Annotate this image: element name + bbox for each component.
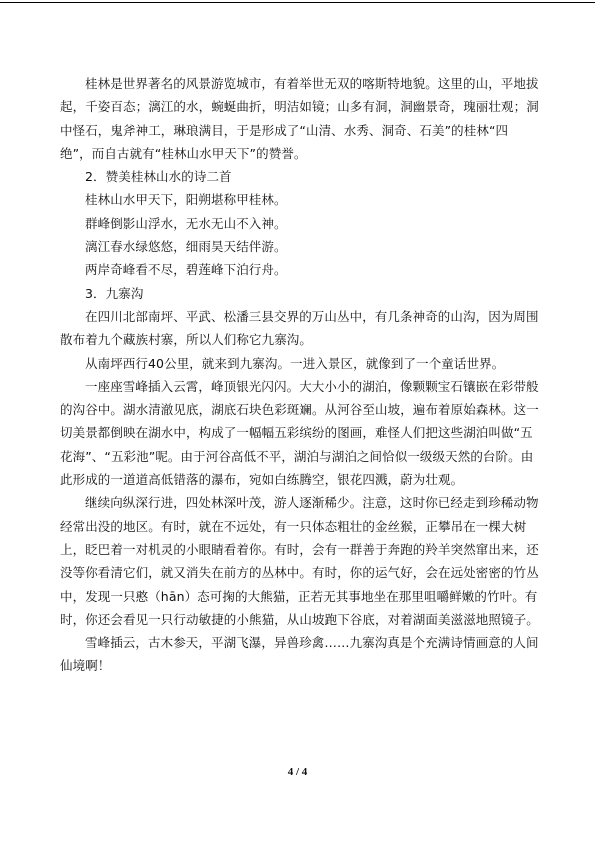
paragraph-jiuzhaigou-scenery: 一座座雪峰插入云霄，峰顶银光闪闪。大大小小的湖泊，像颗颗宝石镶嵌在彩带般的沟谷中。湖水清澈见底，湖底石块色彩斑斓。从河谷至山坡，遍布着原始森林。这一切美景都倒映在湖水中，构成了一幅幅五彩缤纷的图画，难怪人们把这些湖泊叫做“五花海”、“五彩池”呢。由于河谷高低不平，湖泊与湖泊之间恰似一级级天然的台阶。由此形成的一道道高低错落的瀑布，宛如白练腾空，银花四溅，蔚为壮观。	[60, 378, 539, 488]
paragraph-jiuzhaigou-conclusion: 雪峰插云，古木参天，平湖飞瀑，异兽珍禽……九寨沟真是个充满诗情画意的人间仙境啊！	[60, 635, 539, 674]
page-number: 4 / 4	[287, 766, 308, 778]
poem-line: 两岸奇峰看不尽，碧莲峰下泊行舟。	[85, 262, 287, 278]
paragraph-jiuzhaigou-wildlife: 继续向纵深行进，四处林深叶茂，游人逐渐稀少。注意，这时你已经走到珍稀动物经常出没的地区。有时，就在不远处，有一只体态粗壮的金丝猴，正攀吊在一棵大树上，眨巴着一对机灵的小眼睛看着你。有时，会有一群善于奔跑的羚羊突然窜出来，还没等你看清它们，就又消失在前方的丛林中。有时，你的运气好，会在远处密密的竹丛中，发现一只憨（hān）态可掬的大熊猫，正若无其事地坐在那里咀嚼鲜嫩的竹叶。有时，你还会看见一只行动敏捷的小熊猫，从山坡跑下谷底，对着湖面美滋滋地照镜子。	[60, 495, 539, 627]
document-body	[60, 72, 539, 678]
paragraph-jiuzhaigou-arrival: 从南坪西行40公里，就来到九寨沟。一进入景区，就像到了一个童话世界。	[85, 355, 505, 371]
poem-line: 漓江春水绿悠悠，细雨昊天结伴游。	[85, 239, 287, 255]
paragraph-guilin-intro: 桂林是世界著名的风景游览城市，有着举世无双的喀斯特地貌。这里的山，平地拔起，千姿百态；漓江的水，蜿蜒曲折，明洁如镜；山多有洞，洞幽景奇，瑰丽壮观；洞中怪石，鬼斧神工，琳琅满目，于是形成了“山清、水秀、洞奇、石美”的桂林“四绝”，而自古就有“桂林山水甲天下”的赞誉。	[60, 76, 539, 161]
section-heading-guilin-poems: 2．赞美桂林山水的诗二首	[85, 169, 232, 185]
poem-line: 桂林山水甲天下，阳朔堪称甲桂林。	[85, 192, 287, 208]
paragraph-jiuzhaigou-location: 在四川北部南坪、平武、松潘三县交界的万山丛中，有几条神奇的山沟，因为周围散布着九个藏族村寨，所以人们称它九寨沟。	[60, 308, 539, 348]
header-rule	[0, 2, 595, 3]
section-heading-jiuzhaigou: 3．九寨沟	[85, 285, 144, 301]
poem-line: 群峰倒影山浮水，无水无山不入神。	[85, 215, 287, 231]
